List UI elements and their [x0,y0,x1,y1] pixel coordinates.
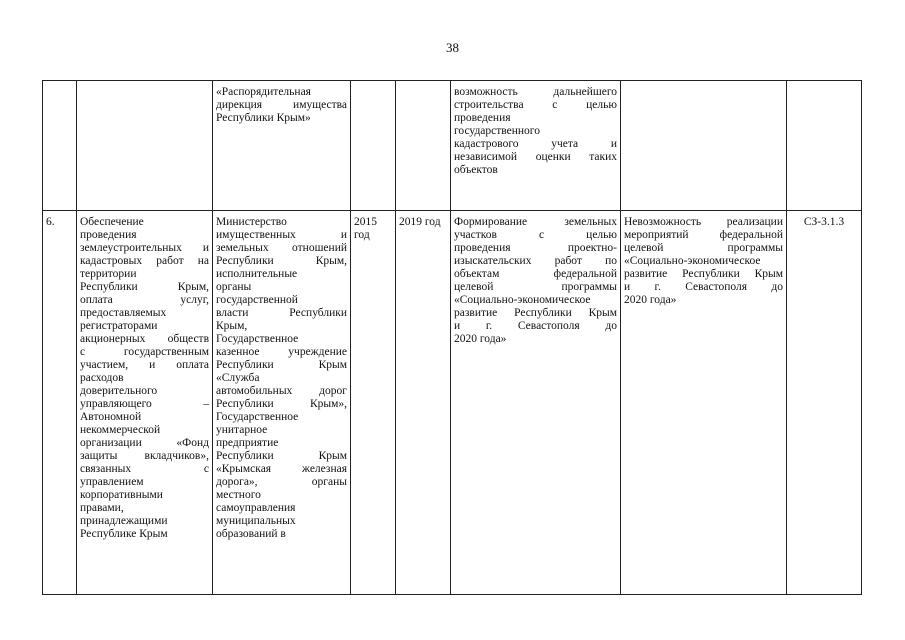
cell-line: проведения [80,229,137,241]
cell-line: строительства с целью [454,99,617,111]
cell-line: целевой программы [624,242,783,254]
cell-line: Республике Крым [80,528,168,540]
table-row [43,211,862,595]
cell-line: дирекция имущества [216,99,347,111]
cell-line: землеустроительных и [80,242,209,254]
cell-line: дорога», органы [216,476,347,488]
cell-line: участков с целью [454,229,617,241]
cell-line: Автономной [80,411,142,423]
cell-start-year [351,81,396,211]
cell-line: исполнительные [216,268,298,280]
cell-line: объектов [454,164,498,176]
cell-line: и г. Севастополя до [454,320,617,332]
cell-line: Обеспечение [80,216,144,228]
cell-line: с государственным [80,346,209,358]
cell-content [451,211,621,595]
cell-line: «Социально-экономическое [454,294,591,306]
cell-line: организации «Фонд [80,437,209,449]
cell-line: Республики Крым [216,450,347,462]
cell-end-year [396,81,451,211]
cell-consequences [621,81,787,211]
cell-line: Крым, [216,320,248,332]
cell-line: корпоративными [80,489,163,501]
cell-line: Республики Крым [216,359,347,371]
cell-line: некоммерческой [80,424,161,436]
cell-line: Невозможность реализации [624,216,783,228]
cell-line: Республики Крым», [216,398,347,410]
cell-number [43,211,77,595]
cell-line: доверительного [80,385,158,397]
cell-line: Республики Крым, [80,281,209,293]
cell-line: участием, и оплата [80,359,209,371]
cell-line: местного [216,489,261,501]
cell-line: развитие Республики Крым [454,307,617,319]
cell-line: управлением [80,476,144,488]
cell-line: проведения [454,112,511,124]
cell-end-year [396,211,451,595]
measures-table [42,80,862,595]
cell-line: изыскательских работ по [454,255,617,267]
cell-text: 2015 год [354,216,377,241]
cell-text: 6. [46,216,55,228]
cell-line: регистраторами [80,320,158,332]
cell-line: оплата услуг, [80,294,209,306]
cell-line: объектам федеральной [454,268,617,280]
cell-line: возможность дальнейшего [454,86,617,98]
cell-consequences [621,211,787,595]
cell-code [787,211,862,595]
cell-line: 2020 года» [454,333,507,345]
cell-line: образований в [216,528,286,540]
cell-line: Министерство [216,216,287,228]
cell-line: правами, [80,502,124,514]
cell-line: имущественных и [216,229,347,241]
table-row [43,81,862,211]
cell-line: проведения проектно- [454,242,617,254]
cell-line: государственного [454,125,540,137]
cell-text: СЗ-3.1.3 [803,216,845,228]
cell-code [787,81,862,211]
cell-line: акционерных обществ [80,333,209,345]
cell-text: 2019 год [399,216,441,228]
cell-line: земельных отношений [216,242,347,254]
cell-line: унитарное [216,424,268,436]
cell-line: «Крымская железная [216,463,347,475]
cell-line: Государственное [216,333,299,345]
cell-line: предоставляемых [80,307,167,319]
cell-content [451,81,621,211]
cell-line: защиты вкладчиков», [80,450,209,462]
cell-line: Формирование земельных [454,216,617,228]
cell-line: самоуправления [216,502,296,514]
cell-measure [77,81,213,211]
cell-line: развитие Республики Крым [624,268,783,280]
cell-line: «Служба [216,372,260,384]
cell-line: предприятие [216,437,279,449]
cell-line: власти Республики [216,307,347,319]
cell-start-year [351,211,396,595]
cell-line: управляющего – [80,398,209,410]
cell-line: мероприятий федеральной [624,229,783,241]
cell-measure [77,211,213,595]
cell-line: принадлежащими [80,515,168,527]
cell-line: Государственное [216,411,299,423]
cell-line: территории [80,268,137,280]
cell-line: и г. Севастополя до [624,281,783,293]
cell-number [43,81,77,211]
cell-line: целевой программы [454,281,617,293]
cell-line: кадастровых работ на [80,255,209,267]
cell-line: связанных с [80,463,209,475]
cell-line: государственной [216,294,298,306]
cell-line: расходов [80,372,124,384]
cell-line: органы [216,281,252,293]
cell-line: Республики Крым» [216,112,311,124]
cell-executors [213,211,351,595]
cell-line: муниципальных [216,515,296,527]
cell-line: казенное учреждение [216,346,347,358]
page-number: 38 [446,40,459,55]
cell-line: «Распорядительная [216,86,311,98]
cell-line: автомобильных дорог [216,385,347,397]
cell-line: независимой оценки таких [454,151,617,163]
cell-executors [213,81,351,211]
cell-line: Республики Крым, [216,255,347,267]
cell-line: кадастрового учета и [454,138,617,150]
cell-line: «Социально-экономическое [624,255,761,267]
cell-line: 2020 года» [624,294,677,306]
